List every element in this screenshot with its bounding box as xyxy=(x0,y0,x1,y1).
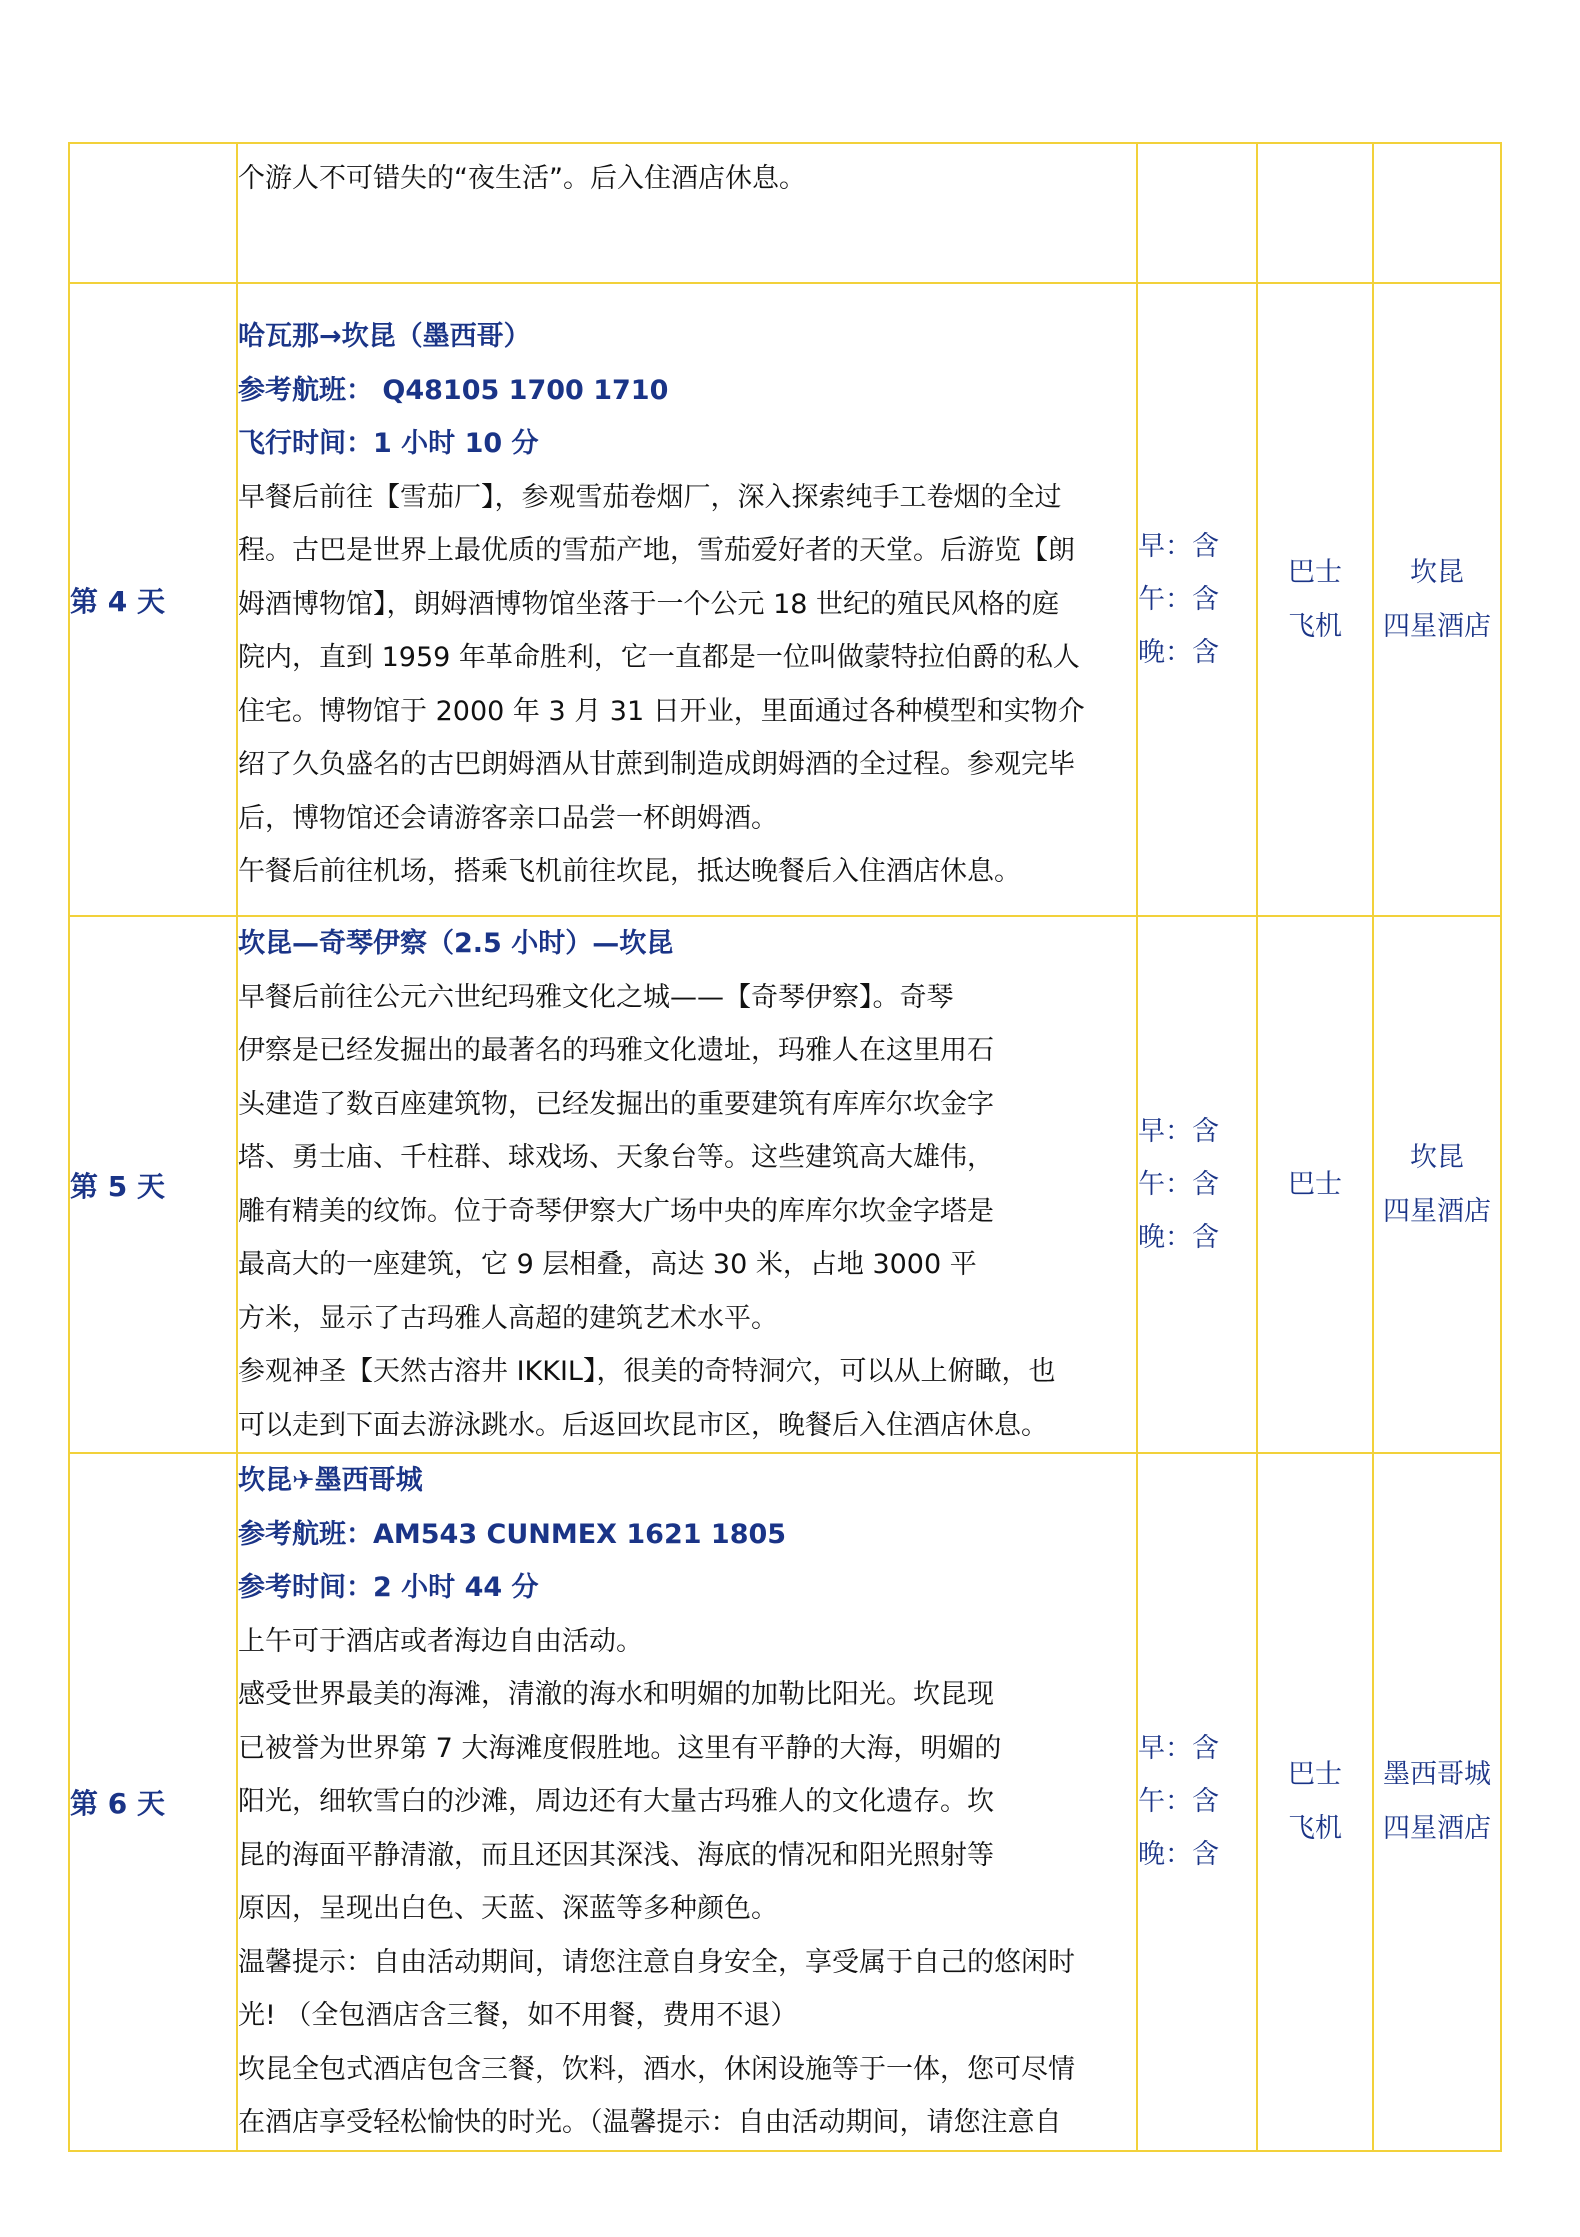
description-line: 温馨提示：自由活动期间，请您注意自身安全，享受属于自己的悠闲时 xyxy=(238,1946,1075,1978)
hotel-cell xyxy=(1373,283,1501,916)
meal-dinner: 晚：含 xyxy=(1138,1222,1219,1253)
description-line: 方米，显示了古玛雅人高超的建筑艺术水平。 xyxy=(238,1302,778,1334)
hotel-cell xyxy=(1373,143,1501,283)
transport-cell xyxy=(1257,143,1373,283)
hotel-city: 坎昆 xyxy=(1410,1141,1464,1173)
transport-cell xyxy=(1257,283,1373,916)
meal-dinner: 晚：含 xyxy=(1138,637,1219,668)
description-line: 光! （全包酒店含三餐，如不用餐，费用不退） xyxy=(238,2000,798,2031)
hotel-rating: 四星酒店 xyxy=(1383,610,1491,642)
description-line: 绍了久负盛名的古巴朗姆酒从甘蔗到制造成朗姆酒的全过程。参观完毕 xyxy=(238,749,1075,781)
meal-dinner: 晚：含 xyxy=(1138,1839,1219,1871)
route-title: 哈瓦那→坎昆（墨西哥） xyxy=(238,321,531,353)
day-description xyxy=(237,1453,1137,2151)
day-description xyxy=(237,916,1137,1453)
transport-bus: 巴士 xyxy=(1288,1758,1342,1790)
transport-cell xyxy=(1257,916,1373,1453)
day-label: 第 6 天 xyxy=(69,1453,237,2151)
transport-plane: 飞机 xyxy=(1288,610,1342,642)
description-line: 在酒店享受轻松愉快的时光。（温馨提示：自由活动期间，请您注意自 xyxy=(238,2107,1062,2138)
meal-lunch: 午：含 xyxy=(1138,1169,1219,1200)
transport-plane: 飞机 xyxy=(1288,1812,1342,1844)
flight-info: 参考航班： Q48105 1700 1710 xyxy=(238,374,669,406)
description-line: 后，博物馆还会请游客亲口品尝一杯朗姆酒。 xyxy=(238,802,778,834)
meals-cell xyxy=(1137,283,1257,916)
transport-cell xyxy=(1257,1453,1373,2151)
meals-cell xyxy=(1137,1453,1257,2151)
description-line: 个游人不可错失的“夜生活”。后入住酒店休息。 xyxy=(238,163,806,194)
day-description xyxy=(237,143,1137,283)
description-line: 原因，呈现出白色、天蓝、深蓝等多种颜色。 xyxy=(238,1893,778,1924)
description-line: 早餐后前往【雪茄厂】，参观雪茄卷烟厂，深入探索纯手工卷烟的全过 xyxy=(238,481,1062,513)
description-line: 塔、勇士庙、千柱群、球戏场、天象台等。这些建筑高大雄伟， xyxy=(238,1142,994,1173)
description-line: 午餐后前往机场，搭乘飞机前往坎昆，抵达晚餐后入住酒店休息。 xyxy=(238,856,1021,888)
day-label: 第 5 天 xyxy=(69,916,237,1453)
hotel-city: 坎昆 xyxy=(1410,556,1464,588)
description-line: 坎昆全包式酒店包含三餐，饮料，酒水，休闲设施等于一体，您可尽情 xyxy=(238,2053,1075,2085)
meal-breakfast: 早：含 xyxy=(1138,531,1219,562)
day-label: 第 4 天 xyxy=(69,283,237,916)
hotel-cell xyxy=(1373,1453,1501,2151)
hotel-city: 墨西哥城 xyxy=(1383,1758,1491,1790)
meals-cell xyxy=(1137,916,1257,1453)
table-row xyxy=(69,916,1501,1453)
table-row xyxy=(69,143,1501,283)
description-line: 雕有精美的纹饰。位于奇琴伊察大广场中央的库库尔坎金字塔是 xyxy=(238,1195,994,1227)
hotel-rating: 四星酒店 xyxy=(1383,1812,1491,1844)
meals-cell xyxy=(1137,143,1257,283)
description-line: 伊察是已经发掘出的最著名的玛雅文化遗址，玛雅人在这里用石 xyxy=(238,1035,994,1066)
description-line: 住宅。博物馆于 2000 年 3 月 31 日开业，里面通过各种模型和实物介 xyxy=(238,695,1085,727)
hotel-rating: 四星酒店 xyxy=(1383,1195,1491,1227)
flight-info: 参考航班：AM543 CUNMEX 1621 1805 xyxy=(238,1518,787,1550)
table-row xyxy=(69,283,1501,916)
description-line: 已被誉为世界第 7 大海滩度假胜地。这里有平静的大海，明媚的 xyxy=(238,1732,1002,1764)
meal-lunch: 午：含 xyxy=(1138,584,1219,615)
day-description xyxy=(237,283,1137,916)
description-line: 上午可于酒店或者海边自由活动。 xyxy=(238,1625,643,1657)
route-title: 坎昆—奇琴伊察（2.5 小时）—坎昆 xyxy=(238,928,674,959)
itinerary-table xyxy=(68,142,1502,2152)
flight-duration: 参考时间：2 小时 44 分 xyxy=(238,1572,539,1603)
description-line: 程。古巴是世界上最优质的雪茄产地，雪茄爱好者的天堂。后游览【朗 xyxy=(238,535,1075,567)
description-line: 参观神圣【天然古溶井 IKKIL】，很美的奇特洞穴，可以从上俯瞰，也 xyxy=(238,1356,1056,1387)
hotel-cell xyxy=(1373,916,1501,1453)
meal-breakfast: 早：含 xyxy=(1138,1733,1219,1765)
route-title: 坎昆✈墨西哥城 xyxy=(238,1465,423,1496)
day-label xyxy=(69,143,237,283)
meal-breakfast: 早：含 xyxy=(1138,1116,1219,1147)
description-line: 昆的海面平静清澈，而且还因其深浅、海底的情况和阳光照射等 xyxy=(238,1839,994,1871)
description-line: 早餐后前往公元六世纪玛雅文化之城——【奇琴伊察】。奇琴 xyxy=(238,981,954,1013)
transport-bus: 巴士 xyxy=(1288,556,1342,588)
transport-bus: 巴士 xyxy=(1288,1168,1342,1200)
description-line: 头建造了数百座建筑物，已经发掘出的重要建筑有库库尔坎金字 xyxy=(238,1088,994,1120)
meal-lunch: 午：含 xyxy=(1138,1786,1219,1818)
description-line: 阳光，细软雪白的沙滩，周边还有大量古玛雅人的文化遗存。坎 xyxy=(238,1786,994,1817)
description-line: 姆酒博物馆】，朗姆酒博物馆坐落于一个公元 18 世纪的殖民风格的庭 xyxy=(238,588,1060,620)
description-line: 感受世界最美的海滩，清澈的海水和明媚的加勒比阳光。坎昆现 xyxy=(238,1679,994,1710)
description-line: 可以走到下面去游泳跳水。后返回坎昆市区，晚餐后入住酒店休息。 xyxy=(238,1409,1048,1441)
flight-duration: 飞行时间：1 小时 10 分 xyxy=(238,428,539,460)
table-row xyxy=(69,1453,1501,2151)
description-line: 最高大的一座建筑，它 9 层相叠，高达 30 米，占地 3000 平 xyxy=(238,1249,977,1280)
description-line: 院内，直到 1959 年革命胜利，它一直都是一位叫做蒙特拉伯爵的私人 xyxy=(238,642,1080,674)
